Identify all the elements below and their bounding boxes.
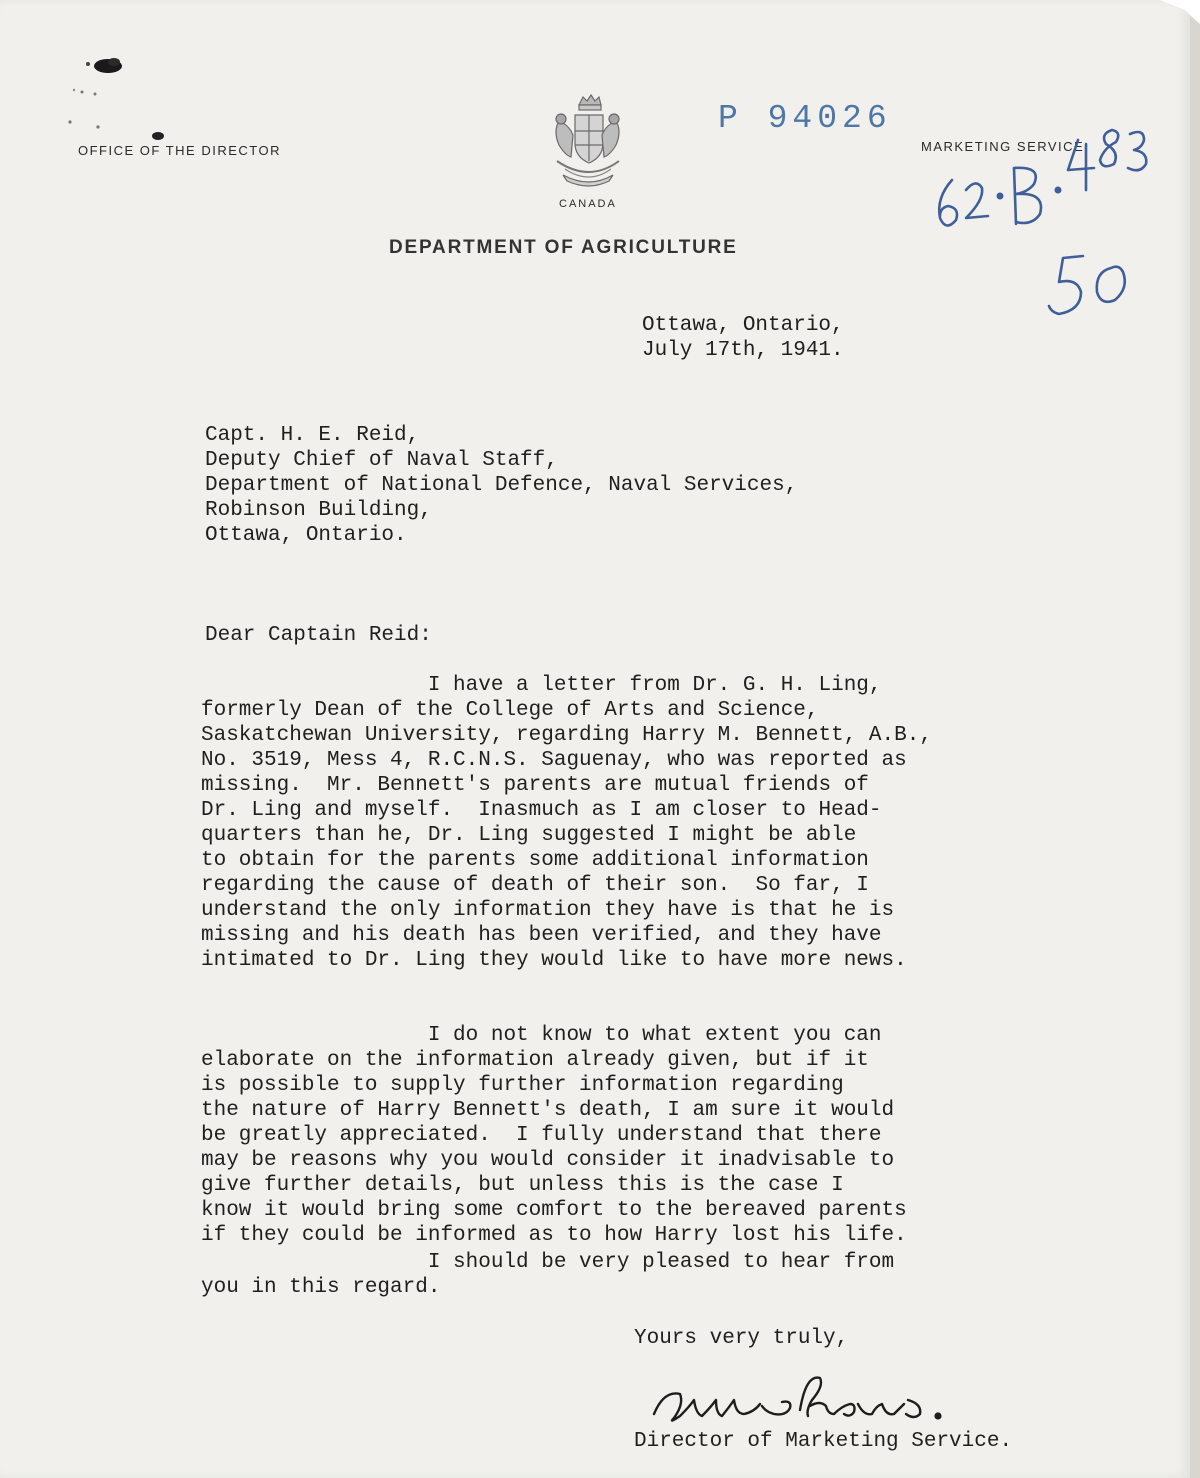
body-line: No. 3519, Mess 4, R.C.N.S. Saguenay, who was reported as	[201, 749, 907, 772]
recipient-line: Department of National Defence, Naval Services,	[205, 474, 798, 497]
body-line: regarding the cause of death of their son. So far, I	[201, 874, 869, 897]
body-line: formerly Dean of the College of Arts and Science,	[201, 699, 819, 722]
body-line: quarters than he, Dr. Ling suggested I might be able	[201, 824, 857, 847]
handwritten-number	[1045, 252, 1135, 327]
paper-edge	[1190, 0, 1200, 1478]
body-line: if they could be informed as to how Harry lost his life.	[201, 1224, 907, 1247]
body-line: know it would bring some comfort to the bereaved parents	[201, 1199, 907, 1222]
body-line: Saskatchewan University, regarding Harry M. Bennett, A.B.,	[201, 724, 932, 747]
body-line: I have a letter from Dr. G. H. Ling,	[201, 674, 882, 697]
recipient-line: Deputy Chief of Naval Staff,	[205, 449, 558, 472]
department-heading: DEPARTMENT OF AGRICULTURE	[389, 237, 738, 258]
recipient-line: Robinson Building,	[205, 499, 432, 522]
body-line: you in this regard.	[201, 1276, 441, 1299]
body-line: missing and his death has been verified, and they have	[201, 924, 882, 947]
handwritten-file-reference	[930, 120, 1160, 240]
body-line: missing. Mr. Bennett's parents are mutual friends of	[201, 774, 869, 797]
body-line: to obtain for the parents some additional information	[201, 849, 869, 872]
body-line: Dr. Ling and myself. Inasmuch as I am closer to Head-	[201, 799, 882, 822]
body-line: I should be very pleased to hear from	[201, 1251, 895, 1274]
date-place: Ottawa, Ontario,	[642, 314, 844, 337]
sign-off: Yours very truly,	[634, 1327, 849, 1350]
body-line: is possible to supply further information regarding	[201, 1074, 844, 1097]
salutation: Dear Captain Reid:	[205, 624, 432, 647]
letter-date: July 17th, 1941.	[642, 339, 844, 362]
recipient-line: Ottawa, Ontario.	[205, 524, 407, 547]
handwritten-signature	[650, 1370, 1040, 1430]
body-line: understand the only information they have is that he is	[201, 899, 895, 922]
body-line: elaborate on the information already given, but if it	[201, 1049, 869, 1072]
office-of-director-label: OFFICE OF THE DIRECTOR	[78, 143, 281, 158]
canada-label: CANADA	[559, 198, 617, 210]
recipient-line: Capt. H. E. Reid,	[205, 424, 420, 447]
body-line: may be reasons why you would consider it inadvisable to	[201, 1149, 895, 1172]
signatory-title: Director of Marketing Service.	[634, 1430, 1013, 1453]
coat-of-arms-icon	[545, 91, 630, 193]
body-line: the nature of Harry Bennett's death, I am sure it would	[201, 1099, 895, 1122]
marketing-service-label: MARKETING SERVICE	[921, 139, 1085, 154]
ink-blot-marks	[60, 40, 180, 150]
body-line: be greatly appreciated. I fully understand that there	[201, 1124, 882, 1147]
reference-stamp: P 94026	[718, 100, 892, 137]
body-line: I do not know to what extent you can	[201, 1024, 882, 1047]
body-line: intimated to Dr. Ling they would like to have more news.	[201, 949, 907, 972]
body-line: give further details, but unless this is the case I	[201, 1174, 844, 1197]
